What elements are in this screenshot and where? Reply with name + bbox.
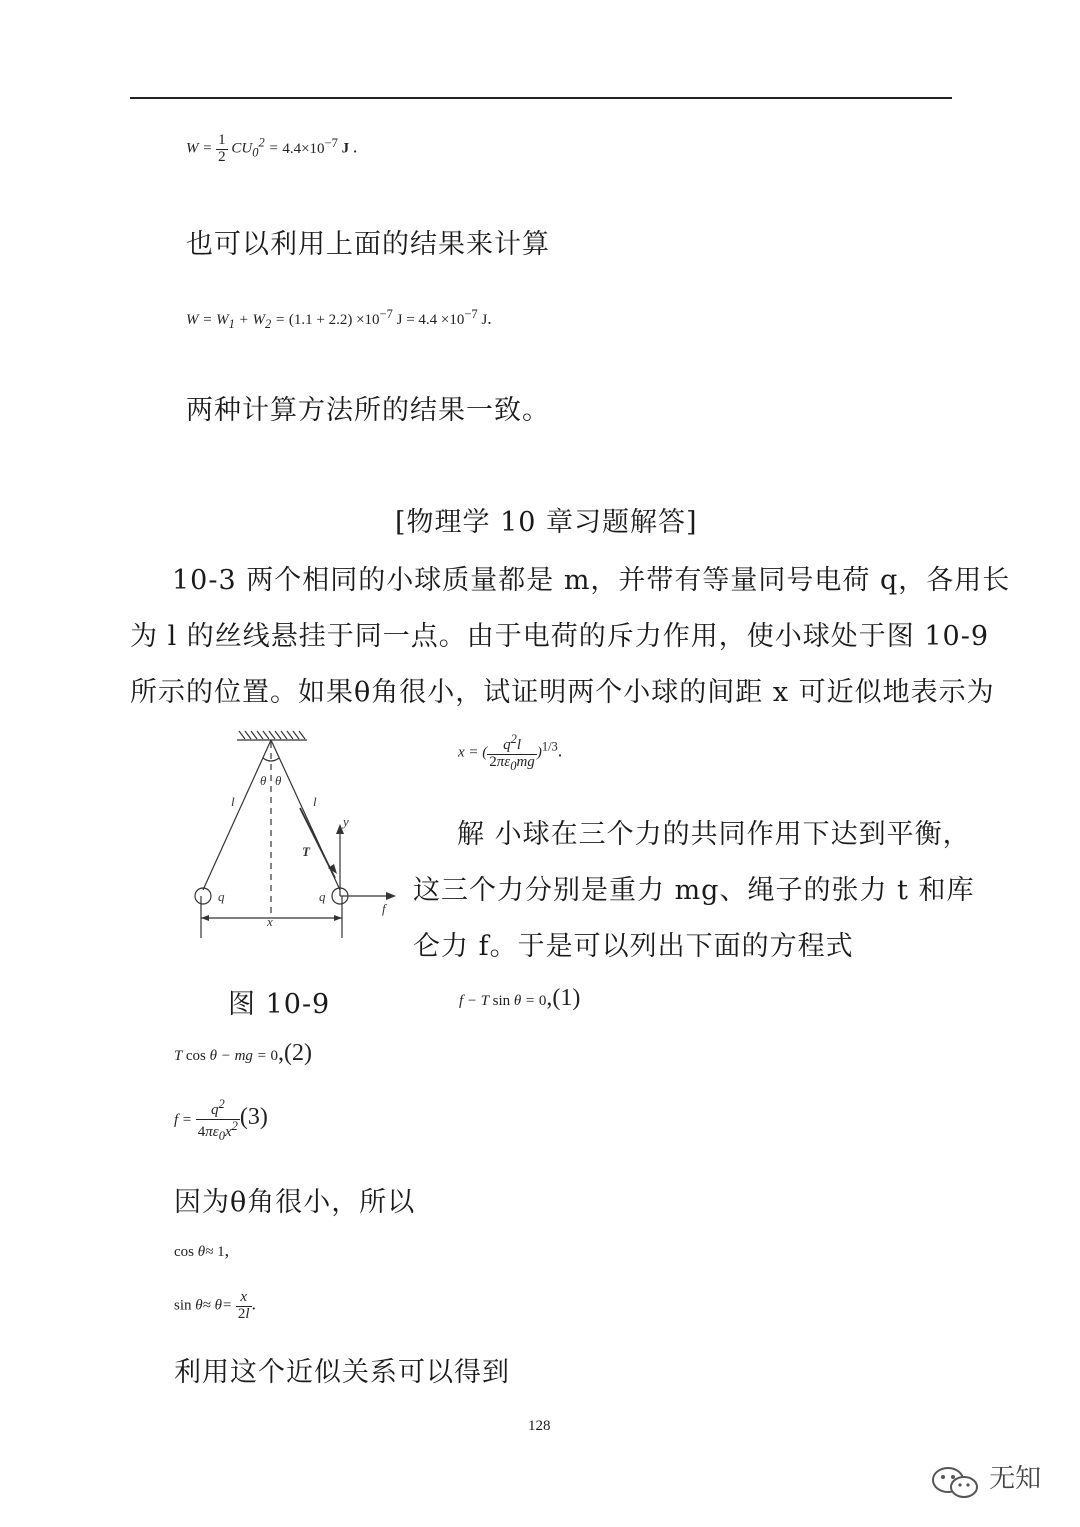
figure-caption: 图 10-9	[228, 989, 331, 1020]
paragraph-theta-small: 因为θ角很小，所以	[174, 1187, 416, 1218]
fig-label-theta-right: θ	[275, 773, 282, 788]
fig-label-T: T	[302, 844, 310, 859]
solution-line-2: 这三个力分别是重力 mg、绳子的张力 t 和库	[413, 875, 975, 906]
watermark-text: 无知	[989, 1464, 1042, 1494]
formula-w-total: W = $\frac{1}{2}$ $CU_0^2 = 4.4\times 10^{-7}$ J .	[186, 132, 358, 165]
fig-label-l-right: l	[313, 794, 317, 809]
paragraph-results-agree: 两种计算方法所的结果一致。	[186, 395, 550, 426]
fig-label-q-left: q	[218, 889, 225, 904]
equation-1: f − T sin θ = 0,(1)	[459, 985, 581, 1011]
header-rule	[130, 97, 952, 99]
fig-label-f: f	[382, 901, 386, 916]
wechat-icon	[928, 1463, 984, 1503]
pendulum-figure	[185, 728, 405, 948]
problem-line-3: 所示的位置。如果θ角很小，试证明两个小球的间距 x 可近似地表示为	[130, 677, 995, 708]
watermark	[928, 1458, 1041, 1503]
approx-sin: sin θ≈ θ= $\frac{x}{2l}$ .	[174, 1289, 257, 1322]
equation-3: f = $\frac{q^2}{4\pi\varepsilon_0x^2}$ (3)	[174, 1097, 268, 1143]
solution-line-3: 仑力 f。于是可以列出下面的方程式	[413, 931, 854, 962]
formula-x: x = ( $\frac{q^2l}{2\pi\varepsilon_0mg}$ )$^{1/3}$.	[458, 732, 563, 773]
fig-label-x: x	[267, 914, 273, 929]
page-number: 128	[528, 1418, 551, 1434]
fig-label-q-right: q	[319, 889, 326, 904]
solution-line-1: 解 小球在三个力的共同作用下达到平衡，	[457, 819, 971, 850]
problem-line-2: 为 l 的丝线悬挂于同一点。由于电荷的斥力作用，使小球处于图 10-9	[130, 621, 990, 652]
paragraph-also-compute: 也可以利用上面的结果来计算	[186, 229, 550, 260]
fig-label-l-left: l	[231, 794, 235, 809]
paragraph-use-approx: 利用这个近似关系可以得到	[174, 1357, 510, 1388]
formula-w-sum: $W = W_1 + W_2 = (1.1 + 2.2) \times 10^{-7}$ $J = 4.4 \times 10^{-7}$ J.	[186, 307, 492, 331]
approx-cos: cos θ≈ 1,	[174, 1240, 230, 1260]
fig-label-theta-left: θ	[260, 773, 267, 788]
fig-label-y: y	[343, 814, 349, 829]
problem-line-1: 10-3 两个相同的小球质量都是 m，并带有等量同号电荷 q，各用长	[172, 565, 1011, 596]
equation-2: T cos θ − mg = 0,(2)	[174, 1040, 313, 1066]
section-title: [物理学 10 章习题解答]	[395, 507, 698, 538]
